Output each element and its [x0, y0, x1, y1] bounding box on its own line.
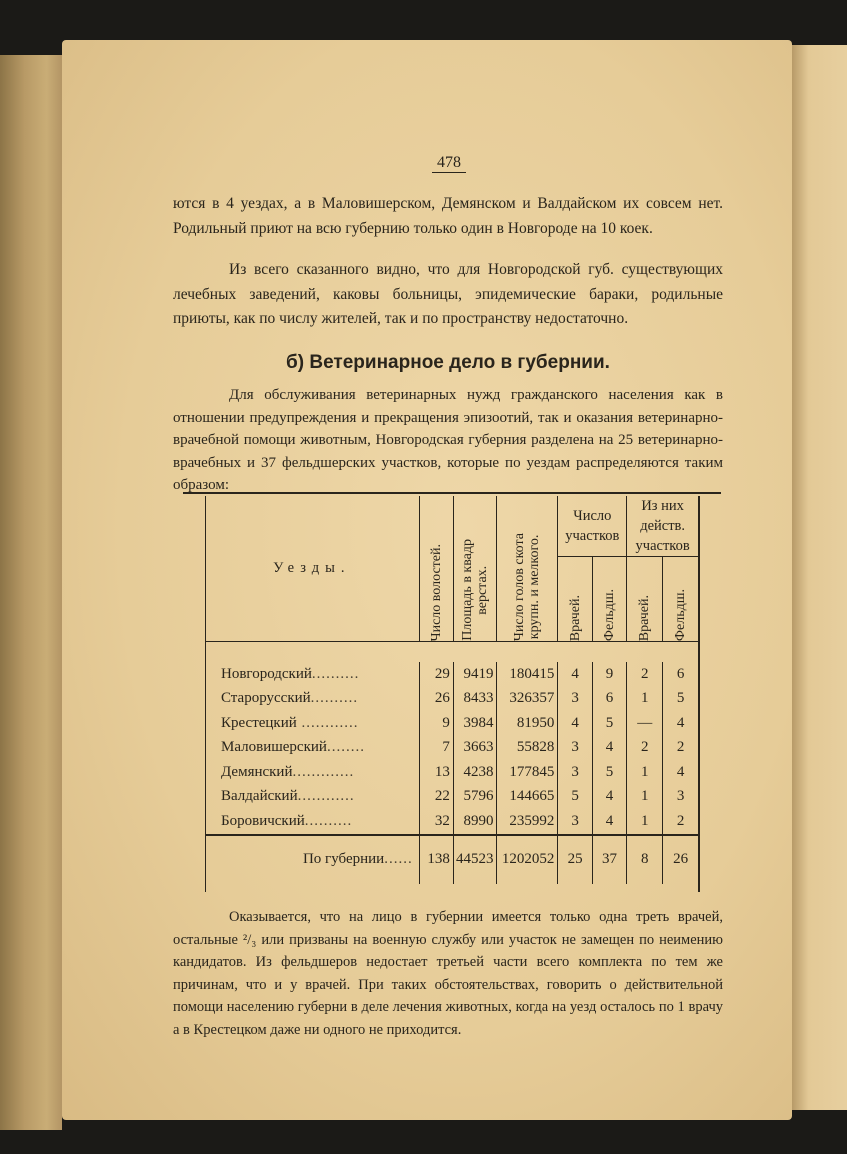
header-cattle: Число голов скота крупн. и мелкого. — [497, 496, 558, 642]
table-row: Боровичский.......... 32 8990 235992 3 4 1 2 — [205, 809, 698, 835]
table-row: Крестецкий ............ 9 3984 81950 4 5 — 4 — [205, 711, 698, 736]
page-number: 478 — [432, 154, 466, 173]
paragraph-shortage-text: Оказывается, что на лицо в губернии имеется только одна треть врачей, остальные ²/₃ или призваны на военную службу или участок не замещен по неимению кандидатов. Из фельдшеров недостает третьей части всего комплекта по тем же причинам, что и у врачей. При таких обстоятельствах, говорить о действительной помощи населению губерни в деле лечения животных, когда на уезд осталось по 1 врачу а в Крестецком даже ни одного не приходится. — [173, 909, 723, 1038]
table-right-border — [698, 496, 700, 892]
paragraph-conclusion — [173, 258, 723, 332]
header-vrachei: Врачей. — [558, 557, 592, 642]
table-row: Новгородский.......... 29 9419 180415 4 9 2 6 — [205, 662, 698, 687]
paragraph-shortage — [173, 906, 723, 1041]
header-districts-group: Число участков — [558, 496, 627, 557]
table-top-rule — [183, 492, 721, 494]
table-row: Валдайский............ 22 5796 144665 5 4 1 3 — [205, 785, 698, 810]
header-volosti: Число волостей. — [419, 496, 453, 642]
header-active-feldsh: Фельдш. — [663, 557, 698, 642]
header-active-districts-group: Из них действ. участков — [627, 496, 698, 557]
veterinary-districts-table — [205, 496, 698, 884]
header-feldsh: Фельдш. — [592, 557, 626, 642]
paragraph-veterinary-text: Для обслуживания ветеринарных нужд гражданского населения как в отношении предупреждения и прекращения эпизоотий, так и оказания ветеринарно-врачебной помощи животным, Новгородская губерния разделена на 25 ветеринарно-врачебных и 37 фельдшерских участков, которые по уездам распределяются таким образом: — [173, 387, 723, 493]
section-title: б) Ветеринарное дело в губернии. — [286, 352, 610, 373]
book-page-edges — [0, 55, 62, 1130]
header-active-vrachei: Врачей. — [627, 557, 663, 642]
table-row: Старорусский.......... 26 8433 326357 3 6 1 5 — [205, 687, 698, 712]
header-uezdy: Уезды. — [273, 560, 351, 576]
header-area: Площадь в квадр верстах. — [453, 496, 497, 642]
table-row: Демянский............. 13 4238 177845 3 5 1 4 — [205, 760, 698, 785]
paragraph-veterinary — [173, 384, 723, 497]
table-row: Маловишерский........ 7 3663 55828 3 4 2 2 — [205, 736, 698, 761]
paragraph-hospitals: ются в 4 уездах, а в Маловишерском, Демянском и Валдайском их совсем нет. Родильный приют на всю губернию только один в Новгороде на 10 коек. — [173, 195, 723, 237]
next-page-edge — [792, 45, 847, 1110]
table-total-row: По губернии...... 138 44523 1202052 25 37 8 26 — [205, 835, 698, 884]
paragraph-conclusion-text: Из всего сказанного видно, что для Новгородской губ. существующих лечебных заведений, каковы больницы, эпидемические бараки, родильные приюты, как по числу жителей, так и по пространству недостаточно. — [173, 261, 723, 327]
